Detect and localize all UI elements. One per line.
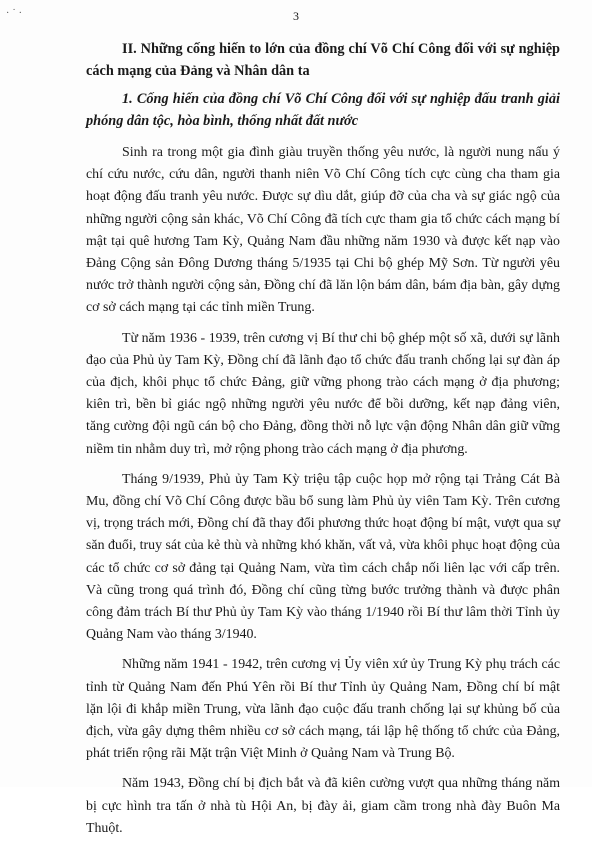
- paragraph-2: Từ năm 1936 - 1939, trên cương vị Bí thư chi bộ ghép một số xã, dưới sự lãnh đạo của Phủ ủy Tam Kỳ, Đồng chí đã lãnh đạo tổ chức đấu tranh chống lại sự đàn áp của địch, khôi phục tổ chức Đảng, giữ vững phong trào cách mạng ở địa phương; kiên trì, bền bỉ giác ngộ những người yêu nước để bồi dưỡng, kết nạp đảng viên, tăng cường đội ngũ cán bộ cho Đảng, đồng thời nỗ lực vận động Nhân dân giữ vững niềm tin nhằm duy trì, mở rộng phong trào cách mạng ở địa phương.: [86, 330, 560, 457]
- scan-specks: ·˙·: [6, 8, 25, 19]
- paragraph-1: Sinh ra trong một gia đình giàu truyền thống yêu nước, là người nung nấu ý chí cứu nước, cứu dân, người thanh niên Võ Chí Công tích cực cùng cha tham gia hoạt động đấu tranh yêu nước. Được sự dìu dắt, giúp đỡ của cha và sự giác ngộ của những người cộng sản khác, Võ Chí Công đã tích cực tham gia tổ chức cách mạng bí mật tại quê hương Tam Kỳ, Quảng Nam đầu những năm 1930 và được kết nạp vào Đảng Cộng sản Đông Dương tháng 5/1935 tại Chi bộ ghép Mỹ Sơn. Từ người yêu nước trở thành người cộng sản, Đồng chí đã lăn lộn bám dân, bám địa bàn, gây dựng cơ sở cách mạng tại các tỉnh miền Trung.: [86, 145, 560, 316]
- document-body: [86, 38, 560, 848]
- paragraph-5: Năm 1943, Đồng chí bị địch bắt và đã kiên cường vượt qua những tháng năm bị cực hình tra tấn ở nhà tù Hội An, bị đày ải, giam cầm trong nhà đày Buôn Ma Thuột.: [86, 776, 560, 836]
- subsection-heading: 1. Cống hiến của đồng chí Võ Chí Công đối với sự nghiệp đấu tranh giải phóng dân tộc, hòa bình, thống nhất đất nước: [86, 91, 560, 129]
- page-number: 3: [293, 9, 299, 23]
- paragraph-3: Tháng 9/1939, Phủ ủy Tam Kỳ triệu tập cuộc họp mở rộng tại Trảng Cát Bà Mu, đồng chí Võ Chí Công được bầu bổ sung làm Phủ ủy viên Tam Kỳ. Trên cương vị, trọng trách mới, Đồng chí đã thay đổi phương thức hoạt động bí mật, vượt qua sự săn đuổi, truy sát của kẻ thù và những khó khăn, vất vả, vừa khôi phục hoạt động của các tổ chức cơ sở đảng tại Quảng Nam, vừa tìm cách chắp nối liên lạc với cấp trên. Và cũng trong quá trình đó, Đồng chí cũng từng bước trưởng thành và được phân công đảm trách Bí thư Phủ ủy Tam Kỳ vào tháng 1/1940 rồi Bí thư lâm thời Tỉnh ủy Quảng Nam vào tháng 3/1940.: [86, 471, 560, 643]
- section-heading: II. Những cống hiến to lớn của đồng chí Võ Chí Công đối với sự nghiệp cách mạng của Đảng và Nhân dân ta: [86, 41, 560, 79]
- paragraph-4: Những năm 1941 - 1942, trên cương vị Ủy viên xứ ủy Trung Kỳ phụ trách các tỉnh từ Quảng Nam đến Phú Yên rồi Bí thư Tỉnh ủy Quảng Nam, Đồng chí bí mật lặn lội đi khắp miền Trung, vừa lãnh đạo cuộc đấu tranh chống lại sự khủng bố của địch, vừa gây dựng thêm nhiều cơ sở cách mạng, tái lập hệ thống tổ chức của Đảng, phát triển rộng rãi Mặt trận Việt Minh ở Quảng Nam và Trung Bộ.: [86, 657, 560, 762]
